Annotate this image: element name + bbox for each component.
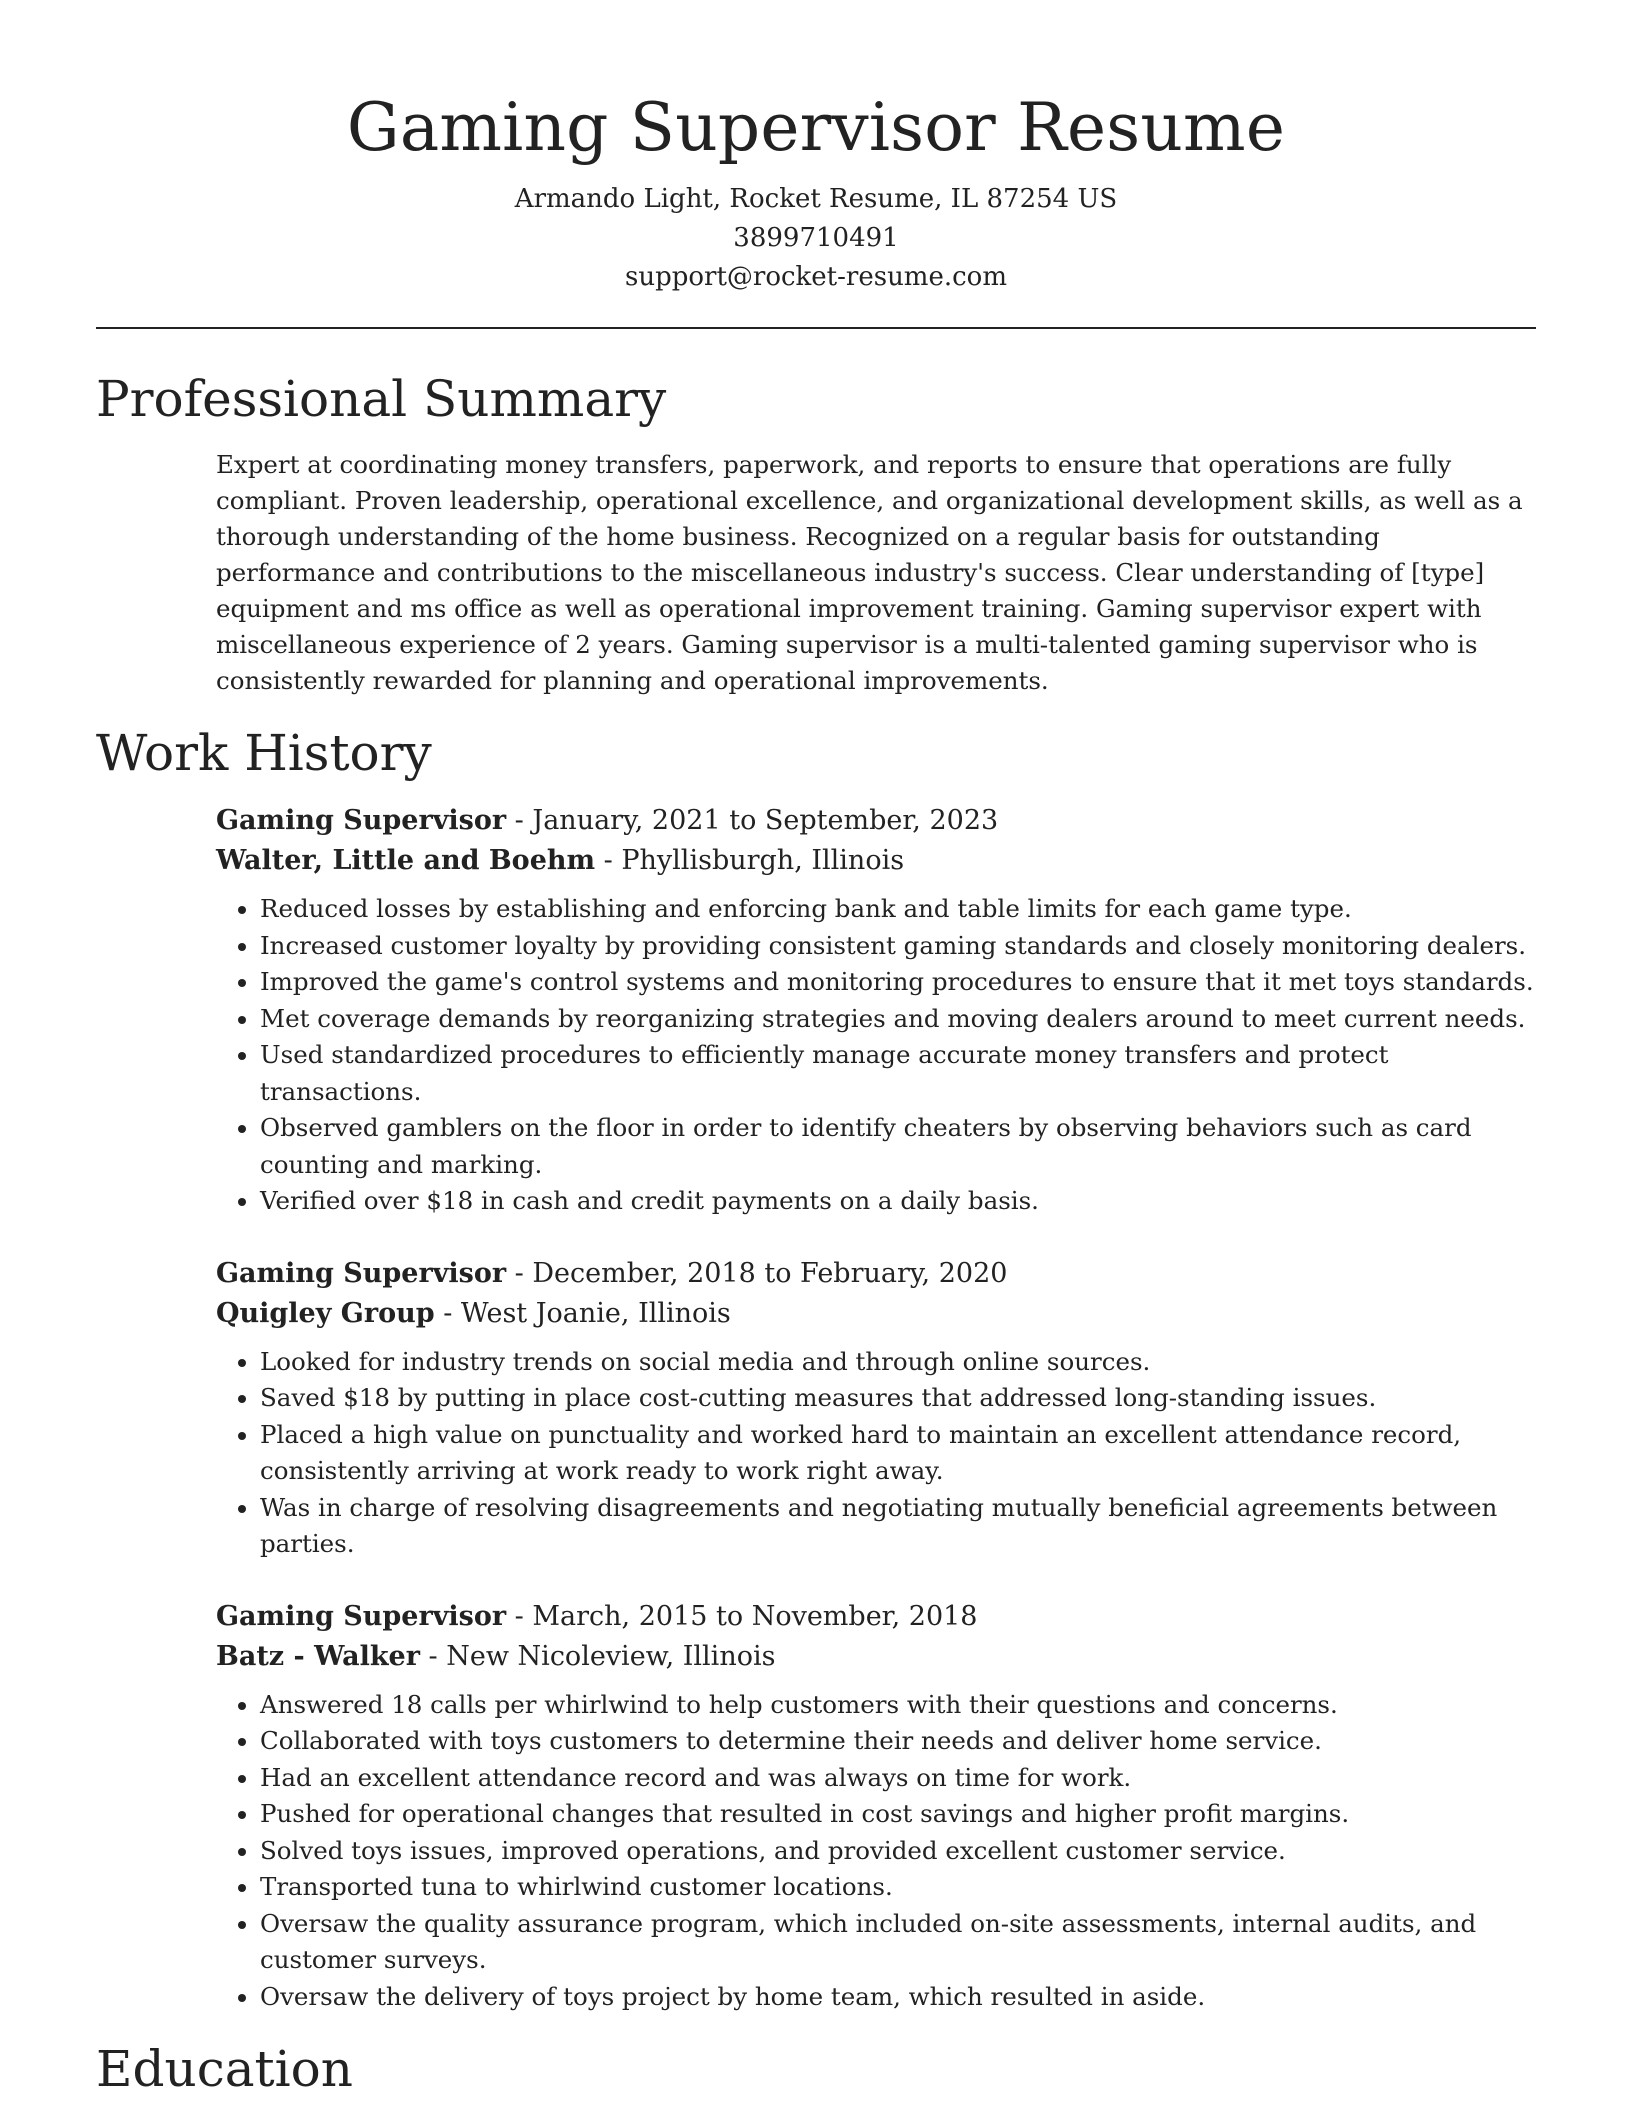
contact-email: support@rocket-resume.com [624,262,1007,292]
job-bullets [216,891,1536,1220]
job-company: Walter, Little and Boehm [216,845,596,876]
job-dates: - January, 2021 to September, 2023 [506,805,999,836]
job-dates: - December, 2018 to February, 2020 [506,1257,1008,1289]
job-bullet: • Pushed for operational changes that resulted in cost savings and higher profit margins. [260,1796,1536,1833]
job-location: - West Joanie, Illinois [434,1297,731,1329]
job-entry [216,1597,1536,2016]
work-history-heading: Work History [96,724,432,782]
job-company-line [216,841,1536,881]
job-bullet: • Had an excellent attendance record and was always on time for work. [260,1760,1536,1797]
job-bullet: • Reduced losses by establishing and enforcing bank and table limits for each game type. [260,891,1536,928]
job-bullet: • Verified over $18 in cash and credit payments on a daily basis. [260,1183,1536,1220]
job-entry [216,1254,1536,1563]
job-bullet: • Used standardized procedures to efficiently manage accurate money transfers and protect transactions. [260,1037,1536,1110]
job-bullet: • Oversaw the quality assurance program, which included on-site assessments, internal audits, and customer surveys. [260,1906,1536,1979]
education-heading: Education [96,2040,353,2098]
job-bullet: • Was in charge of resolving disagreements and negotiating mutually beneficial agreements between parties. [260,1490,1536,1563]
job-location: - New Nicoleview, Illinois [419,1640,776,1672]
job-title: Gaming Supervisor [216,805,507,836]
job-bullet: • Solved toys issues, improved operations, and provided excellent customer service. [260,1833,1536,1870]
job-bullet: • Improved the game's control systems and monitoring procedures to ensure that it met toys standards. [260,964,1536,1001]
contact-address: Armando Light, Rocket Resume, IL 87254 US [514,184,1118,214]
job-company: Quigley Group [216,1297,435,1329]
job-title-line [216,801,1536,841]
job-title-line [216,1254,1536,1294]
contact-block [96,180,1536,297]
resume-header [96,0,1536,297]
job-bullet: • Oversaw the delivery of toys project by home team, which resulted in aside. [260,1979,1536,2016]
contact-phone: 3899710491 [733,223,899,253]
job-company-line [216,1294,1536,1334]
job-bullet: • Looked for industry trends on social media and through online sources. [260,1344,1536,1381]
work-history-section [96,721,1536,2015]
summary-section [96,367,1536,699]
job-title: Gaming Supervisor [216,1600,507,1632]
job-bullets [216,1687,1536,2016]
header-divider [96,327,1536,329]
summary-text: Expert at coordinating money transfers, paperwork, and reports to ensure that operations are fully compliant. Proven leadership, operational excellence, and organizational development skills, as well as a thorough understanding of the home business. Recognized on a regular basis for outstanding performance and contributions to the miscellaneous industry's success. Clear understanding of [type] equipment and ms office as well as operational improvement training. Gaming supervisor expert with miscellaneous experience of 2 years. Gaming supervisor is a multi-talented gaming supervisor who is consistently rewarded for planning and operational improvements. [216,450,1523,695]
job-company: Batz - Walker [216,1640,420,1672]
job-bullet: • Collaborated with toys customers to determine their needs and deliver home service. [260,1723,1536,1760]
job-bullet: • Answered 18 calls per whirlwind to help customers with their questions and concerns. [260,1687,1536,1724]
job-bullets [216,1344,1536,1563]
job-bullet: • Observed gamblers on the floor in order to identify cheaters by observing behaviors such as card counting and marking. [260,1110,1536,1183]
job-entry [216,801,1536,1220]
job-bullet: • Met coverage demands by reorganizing strategies and moving dealers around to meet current needs. [260,1001,1536,1038]
job-location: - Phyllisburgh, Illinois [595,845,905,876]
job-bullet: • Saved $18 by putting in place cost-cutting measures that addressed long-standing issues. [260,1380,1536,1417]
job-dates: - March, 2015 to November, 2018 [506,1600,978,1632]
resume-title: Gaming Supervisor Resume [346,89,1286,166]
summary-heading: Professional Summary [96,370,667,428]
job-bullet: • Transported tuna to whirlwind customer locations. [260,1869,1536,1906]
job-title-line [216,1597,1536,1637]
job-title: Gaming Supervisor [216,1257,507,1289]
job-bullet: • Placed a high value on punctuality and worked hard to maintain an excellent attendance record, consistently arriving at work ready to work right away. [260,1417,1536,1490]
education-section [96,2037,1536,2101]
job-company-line [216,1637,1536,1677]
job-bullet: • Increased customer loyalty by providing consistent gaming standards and closely monitoring dealers. [260,928,1536,965]
